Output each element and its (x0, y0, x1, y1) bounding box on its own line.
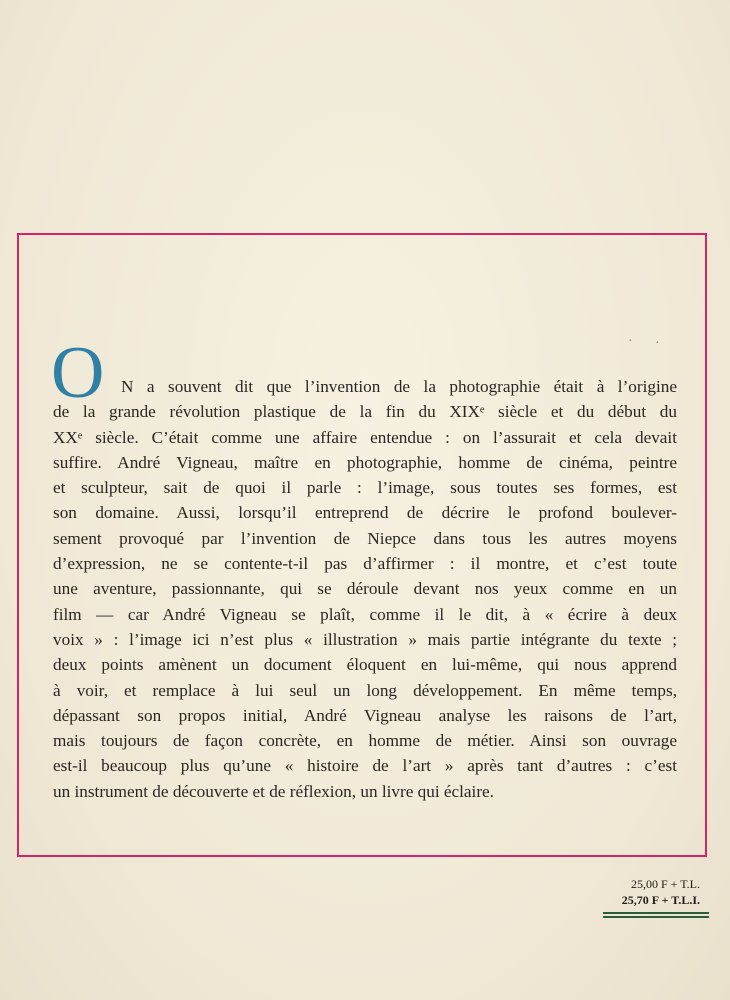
text-line: une aventure, passionnante, qui se déroule devant nos yeux comme en un (53, 579, 677, 599)
text-line: suffire. André Vigneau, maître en photographie, homme de cinéma, peintre (53, 452, 677, 472)
text-line: deux points amènent un document éloquent en lui-même, qui nous apprend (53, 655, 677, 675)
green-rule (603, 912, 709, 914)
text-line: de la grande révolution plastique de la fin du XIXᵉ siècle et du début du (53, 402, 677, 422)
text-line: et sculpteur, sait de quoi il parle : l’image, sous toutes ses formes, est (53, 478, 677, 498)
paper-speck: · (628, 334, 633, 349)
text-line: sement provoqué par l’invention de Niepce dans tous les autres moyens (53, 528, 677, 548)
text-line: son domaine. Aussi, lorsqu’il entreprend de décrire le profond boulever- (53, 503, 677, 523)
text-line: dépassant son propos initial, André Vigneau analyse les raisons de l’art, (53, 705, 677, 725)
price-line: 25,00 F + T.L. (631, 877, 700, 891)
text-line: est-il beaucoup plus qu’une « histoire de l’art » après tant d’autres : c’est (53, 756, 677, 776)
price-line-bold: 25,70 F + T.L.I. (621, 893, 700, 907)
text-line: XXᵉ siècle. C’était comme une affaire entendue : on l’assurait et cela devait (53, 427, 677, 447)
price-block (622, 876, 700, 908)
text-line: un instrument de découverte et de réflexion, un livre qui éclaire. (53, 781, 494, 801)
blurb-text (51, 332, 677, 804)
green-rule (603, 916, 709, 918)
text-line: film — car André Vigneau se plaît, comme il le dit, à « écrire à deux (53, 604, 677, 624)
text-line: mais toujours de façon concrète, en homme de métier. Ainsi son ouvrage (53, 731, 677, 751)
paper-speck: · (655, 336, 660, 351)
drop-cap: O (51, 332, 105, 414)
text-line: à voir, et remplace à lui seul un long développement. En même temps, (53, 680, 677, 700)
text-line: voix » : l’image ici n’est plus « illustration » mais partie intégrante du texte ; (53, 629, 677, 649)
text-line: N a souvent dit que l’invention de la photographie était à l’origine (121, 377, 677, 396)
text-line: d’expression, ne se contente-t-il pas d’affirmer : il montre, et c’est toute (53, 554, 677, 574)
